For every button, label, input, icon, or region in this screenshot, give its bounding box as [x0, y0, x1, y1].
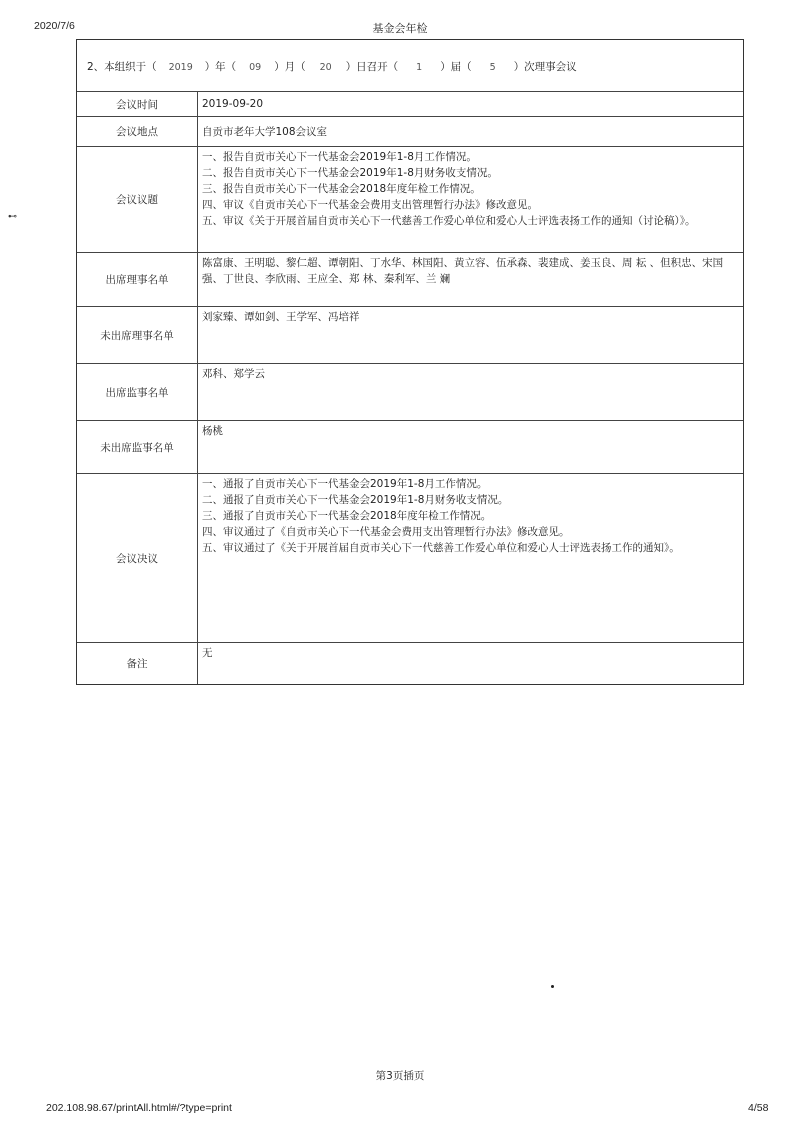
stray-dot [551, 985, 554, 988]
meeting-header-text [87, 59, 577, 74]
meeting-session: 5 [489, 62, 496, 73]
row-absent-supervisors [77, 421, 743, 474]
row-time [77, 92, 743, 117]
value-resolutions [202, 474, 739, 642]
value-remarks: 无 [202, 647, 213, 659]
header-day-suffix: ）日召开（ [345, 61, 399, 73]
resolution-item: 一、通报了自贡市关心下一代基金会2019年1-8月工作情况。 [202, 478, 488, 490]
label-remarks: 备注 [77, 643, 198, 684]
header-year-suffix: ）年（ [204, 61, 237, 73]
page-count: 4/58 [748, 1102, 769, 1114]
meeting-header-row [77, 40, 743, 92]
row-place [77, 117, 743, 147]
meeting-term: 1 [416, 62, 423, 73]
value-present-supervisors: 邓科、郑学云 [202, 368, 265, 380]
agenda-item: 四、审议《自贡市关心下一代基金会费用支出管理暂行办法》修改意见。 [202, 199, 538, 211]
page-insert-label: 第3页插页 [375, 1070, 425, 1082]
label-present-supervisors: 出席监事名单 [77, 364, 198, 420]
row-resolutions [77, 474, 743, 643]
label-meeting-time: 会议时间 [77, 92, 198, 116]
page-title: 基金会年检 [372, 22, 428, 35]
value-agenda [202, 147, 739, 252]
print-date: 2020/7/6 [34, 20, 75, 32]
value-meeting-place: 自贡市老年大学108会议室 [202, 125, 328, 138]
row-present-supervisors [77, 364, 743, 421]
resolution-item: 五、审议通过了《关于开展首届自贡市关心下一代慈善工作爱心单位和爱心人士评选表扬工作的通知》。 [202, 542, 680, 554]
resolution-item: 四、审议通过了《自贡市关心下一代基金会费用支出管理暂行办法》修改意见。 [202, 526, 570, 538]
meeting-month: 09 [249, 62, 262, 73]
margin-mark: ⊷ [8, 212, 17, 222]
meeting-year: 2019 [168, 62, 193, 73]
label-present-directors: 出席理事名单 [77, 253, 198, 306]
row-absent-directors [77, 307, 743, 364]
value-meeting-time: 2019-09-20 [202, 98, 264, 110]
label-absent-supervisors: 未出席监事名单 [77, 421, 198, 473]
value-absent-supervisors: 杨桃 [202, 425, 223, 437]
header-month-suffix: ）月（ [274, 61, 306, 73]
print-url: 202.108.98.67/printAll.html#/?type=print [46, 1102, 232, 1114]
agenda-item: 三、报告自贡市关心下一代基金会2018年度年检工作情况。 [202, 183, 481, 195]
row-agenda [77, 147, 743, 253]
label-absent-directors: 未出席理事名单 [77, 307, 198, 363]
header-term-suffix: ）届（ [440, 61, 472, 73]
director-names-line: 强、丁世良、李欣雨、王应全、郑 林、秦利军、兰 斓 [202, 273, 451, 285]
agenda-item: 二、报告自贡市关心下一代基金会2019年1-8月财务收支情况。 [202, 167, 498, 179]
value-present-directors [202, 253, 739, 306]
agenda-item: 一、报告自贡市关心下一代基金会2019年1-8月工作情况。 [202, 151, 477, 163]
header-session-suffix: ）次理事会议 [513, 61, 577, 73]
value-absent-directors: 刘家臻、谭如剑、王学军、冯培祥 [202, 311, 360, 323]
label-agenda: 会议议题 [77, 147, 198, 252]
header-prefix: 2、本组织于（ [87, 61, 157, 73]
resolution-item: 二、通报了自贡市关心下一代基金会2019年1-8月财务收支情况。 [202, 494, 509, 506]
row-present-directors [77, 253, 743, 307]
row-remarks [77, 643, 743, 684]
meeting-form [76, 39, 744, 685]
resolution-item: 三、通报了自贡市关心下一代基金会2018年度年检工作情况。 [202, 510, 492, 522]
agenda-item: 五、审议《关于开展首届自贡市关心下一代慈善工作爱心单位和爱心人士评选表扬工作的通知（讨论稿）》。 [202, 215, 696, 227]
meeting-day: 20 [319, 62, 332, 73]
label-meeting-place: 会议地点 [77, 117, 198, 146]
label-resolutions: 会议决议 [77, 474, 198, 642]
director-names-line: 陈富康、王明聪、黎仁超、谭朝阳、丁水华、林国阳、黄立容、伍承森、裴建成、姜玉良、周 耘 、但积忠、宋国 [202, 257, 724, 269]
